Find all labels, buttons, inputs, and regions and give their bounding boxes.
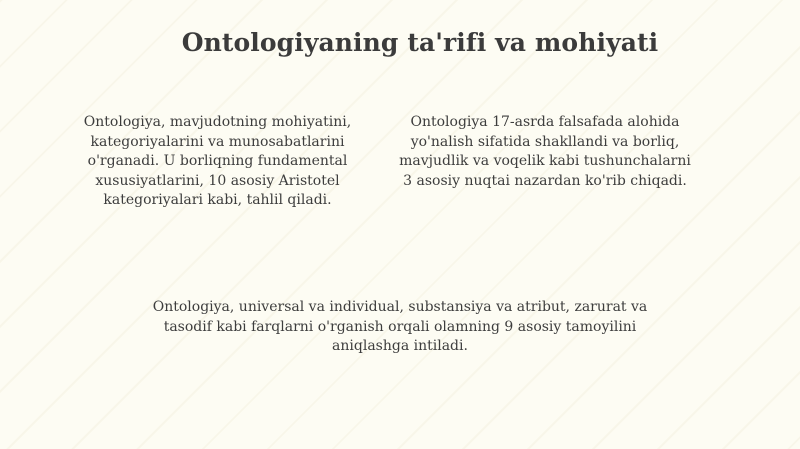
paragraph-principles: Ontologiya, universal va individual, substansiya va atribut, zarurat va tasodif kabi farqlarni o'rganish orqali olamning 9 asosiy tamoyilini aniqlashga intiladi. xyxy=(152,299,648,354)
slide-title: Ontologiyaning ta'rifi va mohiyati xyxy=(181,28,659,57)
paragraph-definition: Ontologiya, mavjudotning mohiyatini, kategoriyalarini va munosabatlarini o'rganadi. U borliqning fundamental xususiyatlarini, 10 asosiy Aristotel kategoriyalari kabi, tahlil qiladi. xyxy=(83,114,352,208)
paragraph-history: Ontologiya 17-asrda falsafada alohida yo'nalish sifatida shakllandi va borliq, mavjudlik va voqelik kabi tushunchalarni 3 asosiy nuqtai nazardan ko'rib chiqadi. xyxy=(399,114,691,189)
